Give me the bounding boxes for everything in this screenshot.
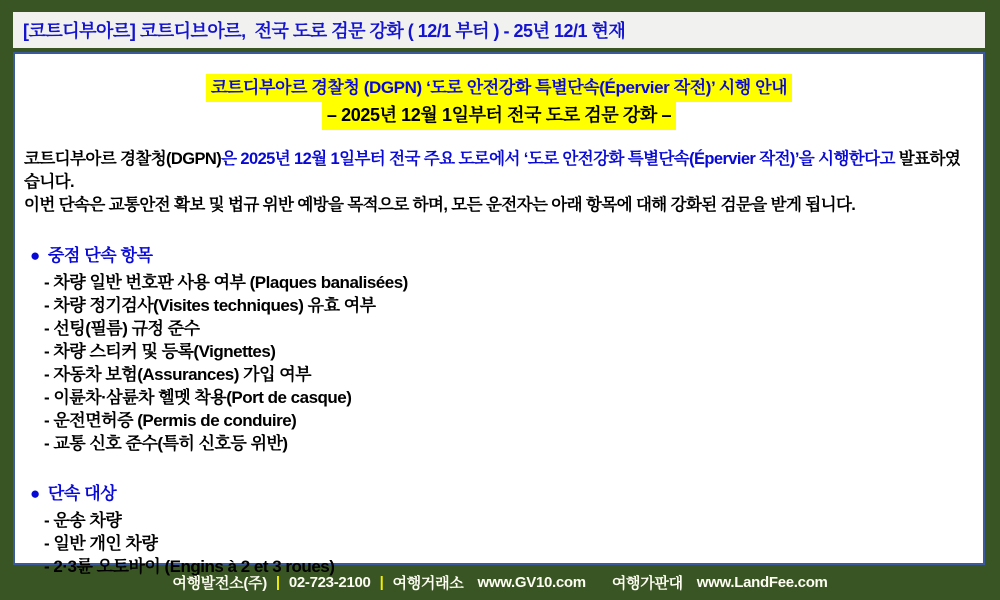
section-heading-enforcement bbox=[30, 245, 983, 267]
footer-phone: 02-723-2100 bbox=[288, 574, 371, 591]
list-item: - 자동차 보험(Assurances) 가입 여부 bbox=[44, 365, 312, 384]
intro-paragraph-1 bbox=[24, 148, 975, 194]
list-item: - 2·3륜 오토바이 (Engins à 2 et 3 roues) bbox=[44, 557, 335, 576]
bullet-icon: ● bbox=[30, 484, 40, 503]
section-enforcement-targets bbox=[15, 483, 983, 578]
section-enforcement-items bbox=[15, 245, 983, 455]
footer-kiosk-label: 여행가판대 bbox=[611, 575, 683, 592]
notice-title-block bbox=[15, 74, 983, 130]
enforcement-item-list bbox=[15, 271, 983, 455]
intro-paragraph-2: 이번 단속은 교통안전 확보 및 법규 위반 예방을 목적으로 하며, 모든 운전자는 아래 항목에 대해 강화된 검문을 받게 됩니다. bbox=[24, 196, 856, 214]
section-heading-label: 중점 단속 항목 bbox=[47, 246, 153, 265]
header-bar bbox=[13, 12, 985, 48]
section-heading-targets bbox=[30, 483, 983, 505]
list-item: - 운송 차량 bbox=[44, 511, 122, 530]
list-item: - 선팅(필름) 규정 준수 bbox=[44, 319, 200, 338]
intro-p1-highlighted: 은 2025년 12월 1일부터 전국 주요 도로에서 ‘도로 안전강화 특별단속(Épervier 작전)’을 시행한다고 bbox=[221, 150, 895, 168]
list-item: - 일반 개인 차량 bbox=[44, 534, 158, 553]
list-item: - 운전면허증 (Permis de conduire) bbox=[44, 411, 297, 430]
section-heading-label: 단속 대상 bbox=[47, 484, 117, 503]
footer-separator: | bbox=[379, 574, 384, 591]
intro-p1-start: 코트디부아르 경찰청(DGPN) bbox=[24, 150, 222, 168]
footer-separator: | bbox=[275, 574, 280, 591]
list-item: - 차량 일반 번호판 사용 여부 (Plaques banalisées) bbox=[44, 273, 408, 292]
intro-p1-end: 발표하였습니다. bbox=[24, 150, 961, 191]
footer-company: 여행발전소(주) bbox=[172, 575, 267, 592]
notice-title-line2: – 2025년 12월 1일부터 전국 도로 검문 강화 – bbox=[322, 102, 676, 130]
list-item: - 교통 신호 준수(특히 신호등 위반) bbox=[44, 434, 288, 453]
list-item: - 차량 정기검사(Visites techniques) 유효 여부 bbox=[44, 296, 376, 315]
intro-paragraphs bbox=[24, 148, 975, 217]
bullet-icon: ● bbox=[30, 246, 40, 265]
notice-title-line1: 코트디부아르 경찰청 (DGPN) ‘도로 안전강화 특별단속(Épervier 작전)’ 시행 안내 bbox=[206, 74, 792, 102]
footer-exchange-label: 여행거래소 bbox=[392, 575, 464, 592]
page-title: [코트디부아르] 코트디브아르, 전국 도로 검문 강화 ( 12/1 부터 ) - 25년 12/1 현재 bbox=[23, 21, 626, 41]
footer-exchange-url: www.GV10.com bbox=[477, 574, 586, 591]
footer-kiosk-url: www.LandFee.com bbox=[696, 574, 828, 591]
footer-bar bbox=[0, 565, 1000, 600]
list-item: - 차량 스티커 및 등록(Vignettes) bbox=[44, 342, 276, 361]
notice-panel bbox=[13, 52, 985, 576]
list-item: - 이륜차·삼륜차 헬멧 착용(Port de casque) bbox=[44, 388, 352, 407]
